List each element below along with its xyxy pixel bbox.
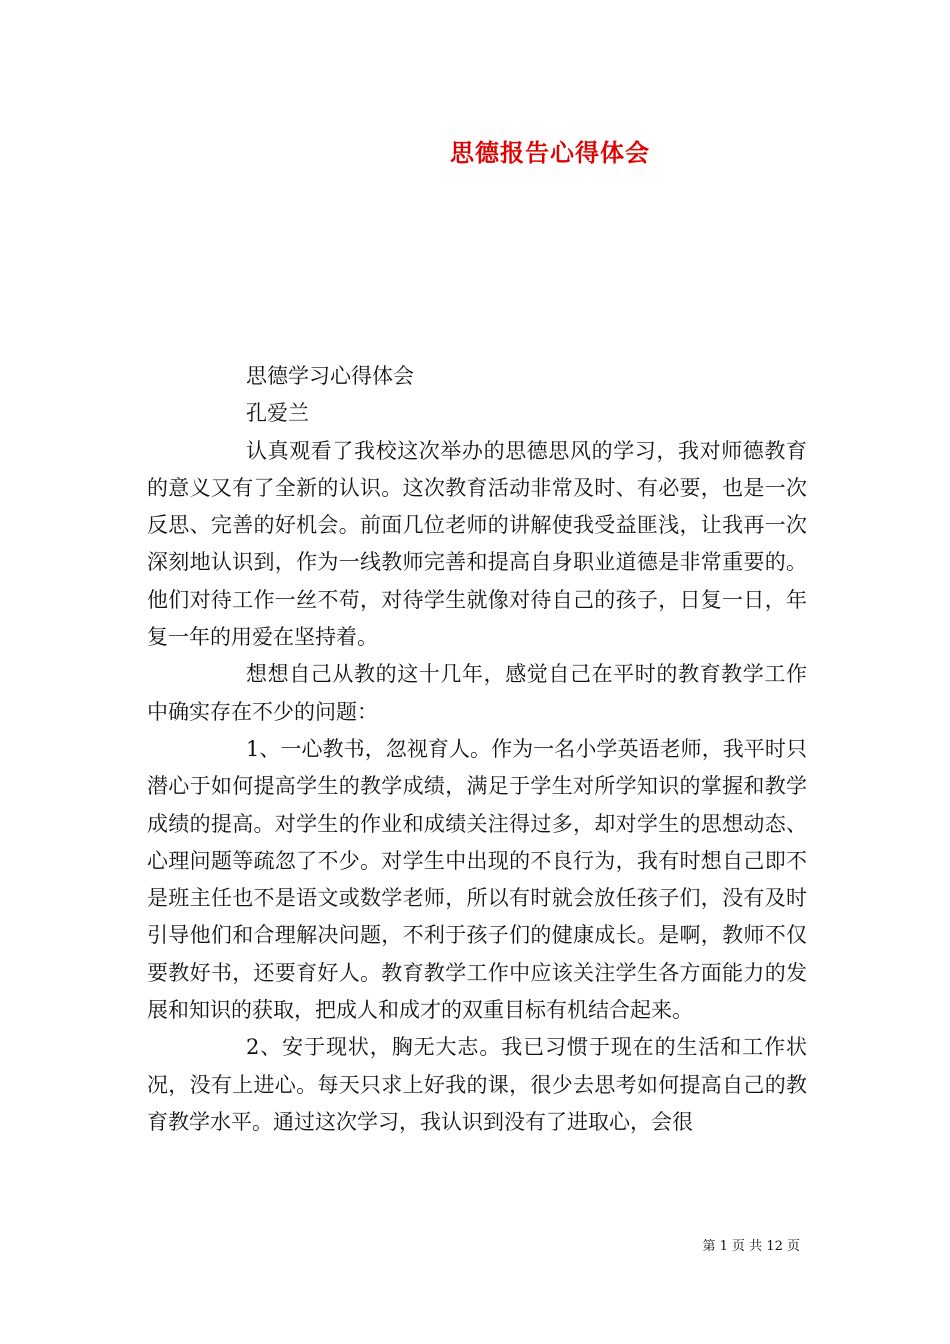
paragraph-3: 1、一心教书，忽视育人。作为一名小学英语老师，我平时只潜心于如何提高学生的教学成绩，满足于学生对所学知识的掌握和教学成绩的提高。对学生的作业和成绩关注得过多，却对学生的思想动态、心理问题等疏忽了不少。对学生中出现的不良行为，我有时想自己即不是班主任也不是语文或数学老师，所以有时就会放任孩子们，没有及时引导他们和合理解决问题，不利于孩子们的健康成长。是啊，教师不仅要教好书，还要育好人。教育教学工作中应该关注学生各方面能力的发展和知识的获取，把成人和成才的双重目标有机结合起来。	[147, 736, 807, 1023]
paragraph-2: 想想自己从教的这十几年，感觉自己在平时的教育教学工作中确实存在不少的问题：	[147, 662, 807, 724]
paragraph-1: 认真观看了我校这次举办的思德思风的学习，我对师德教育的意义又有了全新的认识。这次教育活动非常及时、有必要，也是一次反思、完善的好机会。前面几位老师的讲解使我受益匪浅，让我再一次深刻地认识到，作为一线教师完善和提高自身职业道德是非常重要的。他们对待工作一丝不苟，对待学生就像对待自己的孩子，日复一日，年复一年的用爱在坚持着。	[147, 438, 807, 650]
document-title: 思德报告心得体会	[450, 138, 650, 167]
document-body	[147, 358, 807, 1141]
paragraph-4: 2、安于现状，胸无大志。我已习惯于现在的生活和工作状况，没有上进心。每天只求上好我的课，很少去思考如何提高自己的教育教学水平。通过这次学习，我认识到没有了进取心，会很	[147, 1035, 807, 1134]
document-subtitle: 思德学习心得体会	[246, 364, 414, 388]
page-number: 第 1 页 共 12 页	[702, 1239, 800, 1254]
document-author: 孔爱兰	[246, 401, 309, 426]
